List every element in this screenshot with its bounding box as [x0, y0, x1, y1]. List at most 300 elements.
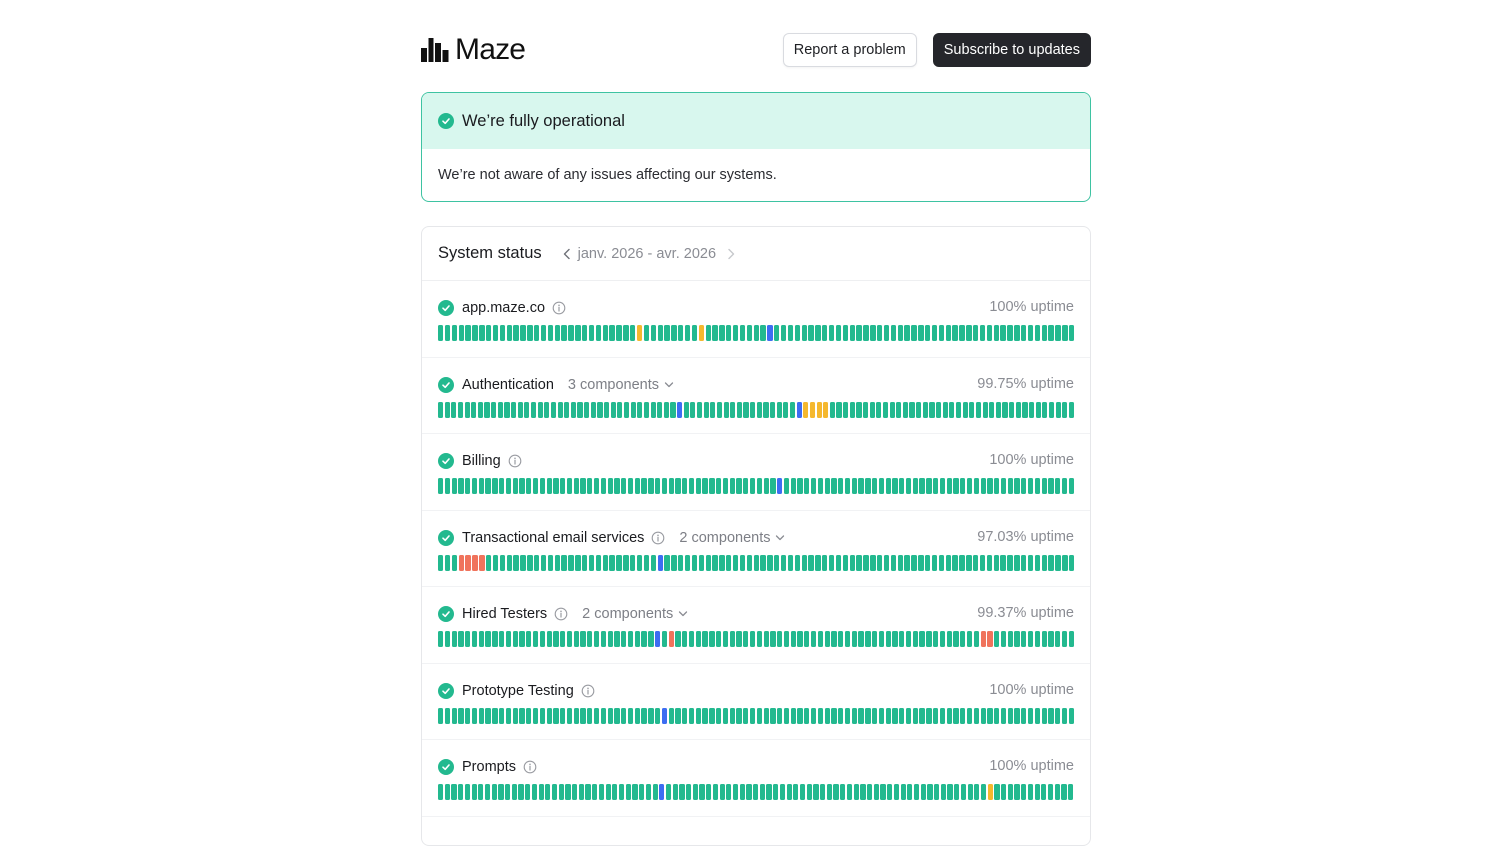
uptime-day-bar[interactable]: [1068, 784, 1073, 800]
uptime-day-bar[interactable]: [886, 708, 891, 724]
uptime-day-bar[interactable]: [830, 402, 835, 418]
uptime-day-bar[interactable]: [994, 708, 999, 724]
uptime-day-bar[interactable]: [1001, 784, 1006, 800]
uptime-day-bar[interactable]: [831, 478, 836, 494]
uptime-day-bar[interactable]: [471, 402, 476, 418]
uptime-day-bar[interactable]: [872, 708, 877, 724]
uptime-day-bar[interactable]: [746, 784, 751, 800]
uptime-day-bar[interactable]: [856, 555, 861, 571]
uptime-day-bar[interactable]: [653, 784, 658, 800]
uptime-day-bar[interactable]: [987, 631, 992, 647]
uptime-day-bar[interactable]: [641, 708, 646, 724]
uptime-day-bar[interactable]: [506, 708, 511, 724]
uptime-day-bar[interactable]: [877, 555, 882, 571]
uptime-day-bar[interactable]: [1042, 631, 1047, 647]
uptime-day-bar[interactable]: [750, 478, 755, 494]
uptime-day-bar[interactable]: [637, 555, 642, 571]
uptime-day-bar[interactable]: [574, 478, 579, 494]
uptime-day-bar[interactable]: [616, 325, 621, 341]
uptime-day-bar[interactable]: [544, 402, 549, 418]
uptime-day-bar[interactable]: [974, 631, 979, 647]
uptime-day-bar[interactable]: [836, 555, 841, 571]
uptime-day-bar[interactable]: [743, 478, 748, 494]
uptime-day-bar[interactable]: [651, 402, 656, 418]
uptime-day-bar[interactable]: [1035, 631, 1040, 647]
uptime-day-bar[interactable]: [959, 555, 964, 571]
uptime-day-bar[interactable]: [666, 784, 671, 800]
uptime-day-bar[interactable]: [472, 478, 477, 494]
uptime-day-bar[interactable]: [693, 784, 698, 800]
uptime-day-bar[interactable]: [770, 631, 775, 647]
uptime-day-bar[interactable]: [795, 325, 800, 341]
uptime-day-bar[interactable]: [952, 325, 957, 341]
uptime-day-bar[interactable]: [669, 478, 674, 494]
uptime-day-bar[interactable]: [558, 402, 563, 418]
subscribe-button[interactable]: Subscribe to updates: [933, 33, 1091, 67]
uptime-day-bar[interactable]: [858, 631, 863, 647]
uptime-day-bar[interactable]: [863, 325, 868, 341]
uptime-day-bar[interactable]: [845, 631, 850, 647]
info-icon[interactable]: [523, 760, 537, 774]
uptime-day-bar[interactable]: [658, 325, 663, 341]
uptime-day-bar[interactable]: [757, 631, 762, 647]
uptime-day-bar[interactable]: [438, 784, 443, 800]
uptime-day-bar[interactable]: [465, 555, 470, 571]
uptime-day-bar[interactable]: [531, 402, 536, 418]
uptime-day-bar[interactable]: [956, 402, 961, 418]
uptime-day-bar[interactable]: [887, 784, 892, 800]
uptime-day-bar[interactable]: [1062, 555, 1067, 571]
uptime-day-bar[interactable]: [1069, 402, 1074, 418]
uptime-day-bar[interactable]: [933, 478, 938, 494]
uptime-day-bar[interactable]: [1062, 478, 1067, 494]
uptime-day-bar[interactable]: [609, 555, 614, 571]
uptime-day-bar[interactable]: [664, 325, 669, 341]
uptime-day-bar[interactable]: [858, 708, 863, 724]
uptime-day-bar[interactable]: [911, 325, 916, 341]
uptime-day-bar[interactable]: [1002, 402, 1007, 418]
uptime-day-bar[interactable]: [760, 325, 765, 341]
uptime-day-bar[interactable]: [685, 325, 690, 341]
uptime-day-bar[interactable]: [952, 555, 957, 571]
info-icon[interactable]: [508, 454, 522, 468]
uptime-day-bar[interactable]: [1014, 784, 1019, 800]
uptime-day-bar[interactable]: [838, 478, 843, 494]
uptime-day-bar[interactable]: [637, 402, 642, 418]
uptime-day-bar[interactable]: [630, 325, 635, 341]
uptime-day-bar[interactable]: [513, 478, 518, 494]
uptime-day-bar[interactable]: [760, 555, 765, 571]
uptime-day-bar[interactable]: [1069, 325, 1074, 341]
uptime-day-bar[interactable]: [1069, 478, 1074, 494]
uptime-day-bar[interactable]: [519, 631, 524, 647]
uptime-day-bar[interactable]: [1048, 325, 1053, 341]
uptime-day-bar[interactable]: [484, 402, 489, 418]
uptime-day-bar[interactable]: [458, 708, 463, 724]
uptime-day-bar[interactable]: [757, 402, 762, 418]
uptime-day-bar[interactable]: [1035, 555, 1040, 571]
uptime-day-bar[interactable]: [493, 555, 498, 571]
uptime-day-bar[interactable]: [1028, 784, 1033, 800]
uptime-day-bar[interactable]: [1041, 784, 1046, 800]
uptime-day-bar[interactable]: [479, 631, 484, 647]
uptime-day-bar[interactable]: [823, 402, 828, 418]
uptime-day-bar[interactable]: [1008, 784, 1013, 800]
uptime-day-bar[interactable]: [896, 402, 901, 418]
uptime-day-bar[interactable]: [682, 478, 687, 494]
uptime-day-bar[interactable]: [709, 631, 714, 647]
uptime-day-bar[interactable]: [838, 631, 843, 647]
uptime-day-bar[interactable]: [1062, 402, 1067, 418]
uptime-day-bar[interactable]: [472, 708, 477, 724]
uptime-day-bar[interactable]: [1048, 478, 1053, 494]
uptime-day-bar[interactable]: [903, 402, 908, 418]
uptime-day-bar[interactable]: [696, 631, 701, 647]
uptime-day-bar[interactable]: [655, 478, 660, 494]
uptime-day-bar[interactable]: [637, 325, 642, 341]
uptime-day-bar[interactable]: [831, 708, 836, 724]
uptime-day-bar[interactable]: [459, 325, 464, 341]
uptime-day-bar[interactable]: [852, 478, 857, 494]
uptime-day-bar[interactable]: [1021, 555, 1026, 571]
uptime-day-bar[interactable]: [743, 631, 748, 647]
uptime-day-bar[interactable]: [664, 402, 669, 418]
uptime-day-bar[interactable]: [472, 631, 477, 647]
uptime-day-bar[interactable]: [1001, 631, 1006, 647]
uptime-day-bar[interactable]: [492, 631, 497, 647]
uptime-day-bar[interactable]: [1042, 325, 1047, 341]
uptime-day-bar[interactable]: [596, 555, 601, 571]
uptime-day-bar[interactable]: [1035, 325, 1040, 341]
uptime-day-bar[interactable]: [689, 631, 694, 647]
uptime-day-bar[interactable]: [478, 402, 483, 418]
uptime-day-bar[interactable]: [621, 708, 626, 724]
uptime-day-bar[interactable]: [898, 325, 903, 341]
uptime-day-bar[interactable]: [587, 708, 592, 724]
uptime-day-bar[interactable]: [974, 708, 979, 724]
uptime-day-bar[interactable]: [1048, 631, 1053, 647]
uptime-day-bar[interactable]: [836, 402, 841, 418]
uptime-day-bar[interactable]: [906, 631, 911, 647]
uptime-day-bar[interactable]: [651, 555, 656, 571]
uptime-day-bar[interactable]: [608, 478, 613, 494]
uptime-day-bar[interactable]: [883, 402, 888, 418]
uptime-day-bar[interactable]: [947, 708, 952, 724]
uptime-day-bar[interactable]: [603, 325, 608, 341]
uptime-day-bar[interactable]: [621, 478, 626, 494]
uptime-day-bar[interactable]: [791, 708, 796, 724]
uptime-day-bar[interactable]: [1021, 708, 1026, 724]
uptime-day-bar[interactable]: [733, 555, 738, 571]
uptime-day-bar[interactable]: [959, 325, 964, 341]
uptime-day-bar[interactable]: [949, 402, 954, 418]
uptime-day-bar[interactable]: [1056, 402, 1061, 418]
uptime-day-bar[interactable]: [802, 325, 807, 341]
uptime-day-bar[interactable]: [675, 631, 680, 647]
uptime-day-bar[interactable]: [781, 325, 786, 341]
uptime-day-bar[interactable]: [699, 555, 704, 571]
uptime-day-bar[interactable]: [960, 478, 965, 494]
uptime-day-bar[interactable]: [770, 478, 775, 494]
uptime-day-bar[interactable]: [919, 708, 924, 724]
uptime-day-bar[interactable]: [1035, 478, 1040, 494]
uptime-day-bar[interactable]: [750, 708, 755, 724]
uptime-day-bar[interactable]: [994, 784, 999, 800]
uptime-day-bar[interactable]: [829, 555, 834, 571]
uptime-day-bar[interactable]: [525, 784, 530, 800]
uptime-day-bar[interactable]: [1000, 325, 1005, 341]
uptime-day-bar[interactable]: [1042, 708, 1047, 724]
uptime-day-bar[interactable]: [659, 784, 664, 800]
uptime-day-bar[interactable]: [743, 708, 748, 724]
uptime-day-bar[interactable]: [539, 784, 544, 800]
uptime-day-bar[interactable]: [697, 402, 702, 418]
uptime-day-bar[interactable]: [689, 478, 694, 494]
uptime-day-bar[interactable]: [504, 402, 509, 418]
uptime-day-bar[interactable]: [892, 631, 897, 647]
uptime-day-bar[interactable]: [561, 555, 566, 571]
uptime-day-bar[interactable]: [892, 478, 897, 494]
uptime-day-bar[interactable]: [858, 478, 863, 494]
uptime-day-bar[interactable]: [879, 478, 884, 494]
uptime-day-bar[interactable]: [538, 402, 543, 418]
uptime-day-bar[interactable]: [533, 478, 538, 494]
uptime-day-bar[interactable]: [612, 784, 617, 800]
uptime-day-bar[interactable]: [891, 555, 896, 571]
uptime-day-bar[interactable]: [933, 631, 938, 647]
uptime-day-bar[interactable]: [740, 555, 745, 571]
uptime-day-bar[interactable]: [899, 708, 904, 724]
uptime-day-bar[interactable]: [981, 478, 986, 494]
uptime-day-bar[interactable]: [760, 784, 765, 800]
uptime-day-bar[interactable]: [836, 325, 841, 341]
uptime-day-bar[interactable]: [532, 784, 537, 800]
uptime-day-bar[interactable]: [730, 708, 735, 724]
uptime-day-bar[interactable]: [644, 402, 649, 418]
uptime-day-bar[interactable]: [774, 325, 779, 341]
uptime-day-bar[interactable]: [568, 555, 573, 571]
uptime-day-bar[interactable]: [565, 784, 570, 800]
uptime-day-bar[interactable]: [719, 325, 724, 341]
info-icon[interactable]: [554, 607, 568, 621]
uptime-day-bar[interactable]: [787, 784, 792, 800]
uptime-day-bar[interactable]: [655, 708, 660, 724]
uptime-day-bar[interactable]: [1069, 631, 1074, 647]
uptime-day-bar[interactable]: [451, 402, 456, 418]
uptime-day-bar[interactable]: [953, 478, 958, 494]
uptime-day-bar[interactable]: [608, 631, 613, 647]
uptime-day-bar[interactable]: [960, 631, 965, 647]
uptime-day-bar[interactable]: [704, 402, 709, 418]
uptime-day-bar[interactable]: [632, 784, 637, 800]
uptime-day-bar[interactable]: [513, 631, 518, 647]
uptime-day-bar[interactable]: [947, 784, 952, 800]
uptime-day-bar[interactable]: [626, 784, 631, 800]
uptime-day-bar[interactable]: [973, 555, 978, 571]
uptime-day-bar[interactable]: [918, 555, 923, 571]
uptime-day-bar[interactable]: [1055, 325, 1060, 341]
uptime-day-bar[interactable]: [568, 325, 573, 341]
uptime-day-bar[interactable]: [646, 784, 651, 800]
uptime-day-bar[interactable]: [555, 555, 560, 571]
uptime-day-bar[interactable]: [730, 631, 735, 647]
uptime-day-bar[interactable]: [953, 708, 958, 724]
uptime-day-bar[interactable]: [898, 555, 903, 571]
info-icon[interactable]: [552, 301, 566, 315]
uptime-day-bar[interactable]: [913, 708, 918, 724]
uptime-day-bar[interactable]: [876, 402, 881, 418]
uptime-day-bar[interactable]: [597, 402, 602, 418]
uptime-day-bar[interactable]: [939, 325, 944, 341]
uptime-day-bar[interactable]: [987, 325, 992, 341]
uptime-day-bar[interactable]: [870, 555, 875, 571]
uptime-day-bar[interactable]: [797, 478, 802, 494]
uptime-day-bar[interactable]: [940, 478, 945, 494]
uptime-day-bar[interactable]: [513, 708, 518, 724]
uptime-day-bar[interactable]: [606, 784, 611, 800]
uptime-day-bar[interactable]: [833, 784, 838, 800]
uptime-day-bar[interactable]: [747, 325, 752, 341]
uptime-day-bar[interactable]: [822, 555, 827, 571]
uptime-day-bar[interactable]: [1014, 555, 1019, 571]
uptime-day-bar[interactable]: [594, 631, 599, 647]
uptime-day-bar[interactable]: [527, 325, 532, 341]
uptime-day-bar[interactable]: [438, 402, 443, 418]
uptime-day-bar[interactable]: [750, 631, 755, 647]
uptime-day-bar[interactable]: [675, 478, 680, 494]
uptime-day-bar[interactable]: [770, 402, 775, 418]
uptime-day-bar[interactable]: [934, 784, 939, 800]
uptime-day-bar[interactable]: [852, 708, 857, 724]
uptime-day-bar[interactable]: [1028, 325, 1033, 341]
uptime-day-bar[interactable]: [671, 325, 676, 341]
uptime-day-bar[interactable]: [639, 784, 644, 800]
uptime-day-bar[interactable]: [445, 402, 450, 418]
uptime-day-bar[interactable]: [465, 478, 470, 494]
uptime-day-bar[interactable]: [822, 325, 827, 341]
uptime-day-bar[interactable]: [608, 708, 613, 724]
uptime-day-bar[interactable]: [740, 784, 745, 800]
uptime-day-bar[interactable]: [479, 555, 484, 571]
uptime-day-bar[interactable]: [940, 631, 945, 647]
uptime-day-bar[interactable]: [589, 325, 594, 341]
uptime-day-bar[interactable]: [485, 631, 490, 647]
uptime-day-bar[interactable]: [513, 325, 518, 341]
uptime-day-bar[interactable]: [852, 631, 857, 647]
uptime-day-bar[interactable]: [452, 555, 457, 571]
uptime-day-bar[interactable]: [587, 631, 592, 647]
uptime-day-bar[interactable]: [574, 631, 579, 647]
uptime-day-bar[interactable]: [936, 402, 941, 418]
uptime-day-bar[interactable]: [865, 708, 870, 724]
uptime-day-bar[interactable]: [757, 708, 762, 724]
uptime-day-bar[interactable]: [472, 325, 477, 341]
uptime-day-bar[interactable]: [927, 784, 932, 800]
uptime-day-bar[interactable]: [784, 708, 789, 724]
uptime-day-bar[interactable]: [818, 631, 823, 647]
uptime-day-bar[interactable]: [913, 478, 918, 494]
uptime-day-bar[interactable]: [884, 325, 889, 341]
uptime-day-bar[interactable]: [582, 555, 587, 571]
logo[interactable]: [421, 33, 526, 66]
uptime-day-bar[interactable]: [961, 784, 966, 800]
uptime-day-bar[interactable]: [479, 478, 484, 494]
uptime-day-bar[interactable]: [919, 631, 924, 647]
uptime-day-bar[interactable]: [452, 325, 457, 341]
uptime-day-bar[interactable]: [465, 325, 470, 341]
uptime-day-bar[interactable]: [720, 784, 725, 800]
uptime-day-bar[interactable]: [662, 708, 667, 724]
uptime-day-bar[interactable]: [567, 631, 572, 647]
uptime-day-bar[interactable]: [506, 478, 511, 494]
uptime-day-bar[interactable]: [648, 708, 653, 724]
uptime-day-bar[interactable]: [909, 402, 914, 418]
uptime-day-bar[interactable]: [967, 478, 972, 494]
uptime-day-bar[interactable]: [571, 402, 576, 418]
uptime-day-bar[interactable]: [926, 478, 931, 494]
uptime-day-bar[interactable]: [567, 478, 572, 494]
uptime-day-bar[interactable]: [966, 325, 971, 341]
uptime-day-bar[interactable]: [479, 708, 484, 724]
uptime-day-bar[interactable]: [865, 478, 870, 494]
uptime-day-bar[interactable]: [913, 631, 918, 647]
uptime-day-bar[interactable]: [911, 555, 916, 571]
uptime-day-bar[interactable]: [996, 402, 1001, 418]
uptime-day-bar[interactable]: [553, 708, 558, 724]
uptime-day-bar[interactable]: [601, 708, 606, 724]
uptime-day-bar[interactable]: [526, 708, 531, 724]
uptime-day-bar[interactable]: [736, 631, 741, 647]
uptime-day-bar[interactable]: [518, 784, 523, 800]
uptime-day-bar[interactable]: [631, 402, 636, 418]
uptime-day-bar[interactable]: [486, 325, 491, 341]
uptime-day-bar[interactable]: [987, 708, 992, 724]
uptime-day-bar[interactable]: [877, 325, 882, 341]
uptime-day-bar[interactable]: [856, 325, 861, 341]
uptime-day-bar[interactable]: [534, 555, 539, 571]
uptime-day-bar[interactable]: [1048, 784, 1053, 800]
uptime-day-bar[interactable]: [567, 708, 572, 724]
uptime-day-bar[interactable]: [811, 708, 816, 724]
uptime-day-bar[interactable]: [730, 402, 735, 418]
uptime-day-bar[interactable]: [713, 784, 718, 800]
uptime-day-bar[interactable]: [1055, 784, 1060, 800]
uptime-day-bar[interactable]: [754, 555, 759, 571]
uptime-day-bar[interactable]: [1021, 325, 1026, 341]
uptime-day-bar[interactable]: [963, 402, 968, 418]
uptime-day-bar[interactable]: [692, 325, 697, 341]
uptime-day-bar[interactable]: [1035, 708, 1040, 724]
uptime-day-bar[interactable]: [777, 708, 782, 724]
uptime-day-bar[interactable]: [804, 631, 809, 647]
uptime-day-bar[interactable]: [614, 708, 619, 724]
uptime-day-bar[interactable]: [577, 402, 582, 418]
uptime-day-bar[interactable]: [601, 478, 606, 494]
info-icon[interactable]: [581, 684, 595, 698]
uptime-day-bar[interactable]: [1062, 631, 1067, 647]
uptime-day-bar[interactable]: [699, 325, 704, 341]
uptime-day-bar[interactable]: [916, 402, 921, 418]
uptime-day-bar[interactable]: [712, 325, 717, 341]
uptime-day-bar[interactable]: [648, 478, 653, 494]
uptime-day-bar[interactable]: [1014, 708, 1019, 724]
uptime-day-bar[interactable]: [1061, 784, 1066, 800]
uptime-day-bar[interactable]: [764, 478, 769, 494]
uptime-day-bar[interactable]: [763, 402, 768, 418]
uptime-day-bar[interactable]: [870, 402, 875, 418]
uptime-day-bar[interactable]: [850, 325, 855, 341]
uptime-day-bar[interactable]: [675, 708, 680, 724]
